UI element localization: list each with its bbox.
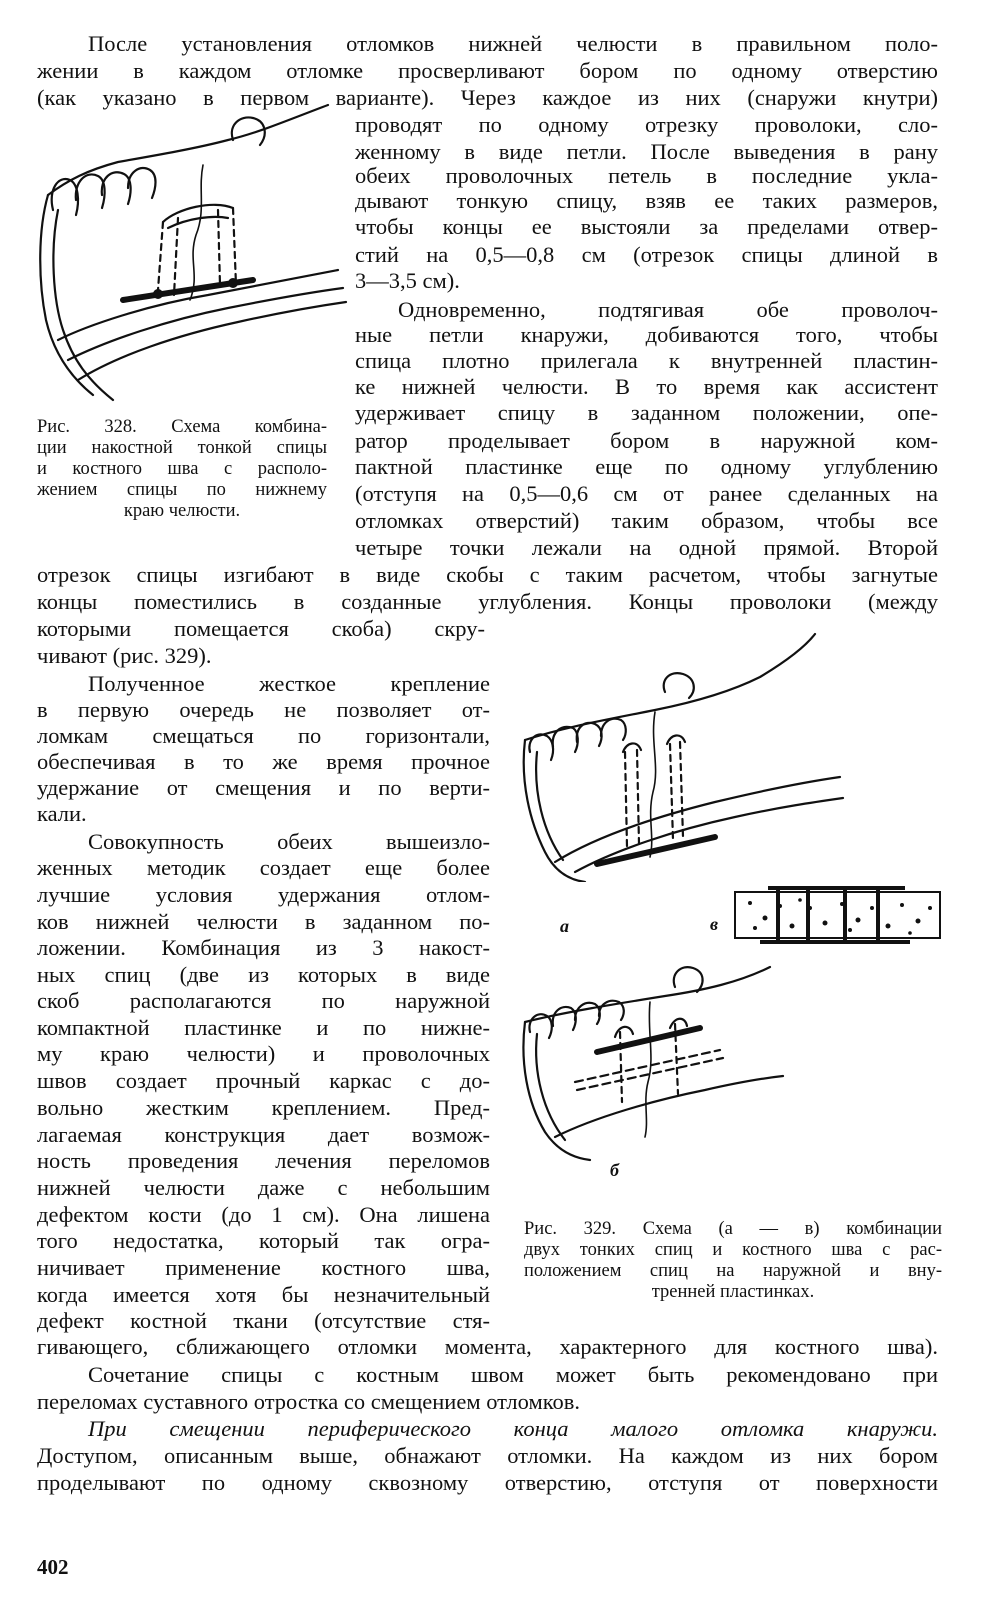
- text-line: скоб располагаются по наружной: [37, 988, 490, 1013]
- text-line: когда имеется хотя бы незначительный: [37, 1282, 490, 1307]
- figure-329-label-c: в: [710, 914, 719, 934]
- figure-329-label-a: а: [560, 916, 569, 936]
- text-line: пактной пластинке еще по одному углублению: [355, 454, 938, 479]
- text-line: дывают тонкую спицу, взяв ее таких размеров,: [355, 188, 938, 213]
- text-line: отрезок спицы изгибают в виде скобы с таким расчетом, чтобы загнутые: [37, 562, 938, 587]
- text-line: отломках отверстий) таким образом, чтобы все: [355, 508, 938, 533]
- text-line: нижней челюсти даже с небольшим: [37, 1175, 490, 1200]
- text-line: проводят по одному отрезку проволоки, сло-: [355, 112, 938, 137]
- text-line: Совокупность обеих вышеизло-: [88, 829, 490, 854]
- text-line-italic: При смещении периферического конца малого отломка кнаружи.: [88, 1416, 938, 1441]
- text-line: кали.: [37, 801, 87, 826]
- text-line: дефектом кости (до 1 см). Она лишена: [37, 1202, 490, 1227]
- text-line: дефект костной ткани (отсутствие стя-: [37, 1308, 490, 1333]
- text-line: (как указано в первом варианте). Через каждое из них (снаружи кнутри): [37, 85, 938, 110]
- text-line: удержание от смещения и по верти-: [37, 775, 490, 800]
- text-line: жении в каждом отломке просверливают бором по одному отверстию: [37, 58, 938, 83]
- text-line: ломкам смещаться по горизонтали,: [37, 723, 490, 748]
- page-number: 402: [37, 1555, 69, 1579]
- text-line: компактной пластинке и по нижне-: [37, 1015, 490, 1040]
- text-line: концы поместились в созданные углубления. Концы проволоки (между: [37, 589, 938, 614]
- text-line: Одновременно, подтягивая обе проволоч-: [398, 297, 938, 322]
- text-line: 3—3,5 см).: [355, 268, 460, 293]
- text-line: чивают (рис. 329).: [37, 643, 212, 668]
- text-line: Полученное жесткое крепление: [88, 671, 490, 696]
- text-line: спица плотно прилегала к внутренней пластин-: [355, 348, 938, 373]
- text-line: переломах суставного отростка со смещением отломков.: [37, 1389, 580, 1414]
- figure-328-caption-line: жением спицы по нижнему: [37, 480, 327, 500]
- figure-329a-illustration: [515, 632, 845, 882]
- text-line: гивающего, сближающего отломки момента, характерного для костного шва).: [37, 1334, 938, 1359]
- text-line: четыре точки лежали на одной прямой. Второй: [355, 535, 938, 560]
- text-line: стий на 0,5—0,8 см (отрезок спицы длиной в: [355, 242, 938, 267]
- figure-328-caption-line: краю челюсти.: [123, 501, 241, 521]
- text-line: обеих проволочных петель в последние укла-: [355, 163, 938, 188]
- text-line: удерживает спицу в заданном положении, опе-: [355, 400, 938, 425]
- text-line: проделывают по одному сквозному отверстию, отступя от поверхности: [37, 1470, 938, 1495]
- figure-329-caption-line: двух тонких спиц и костного шва с рас-: [524, 1240, 942, 1260]
- text-line: (отступя на 0,5—0,6 см от ранее сделанных на: [355, 481, 938, 506]
- figure-329-caption-line: тренней пластинках.: [651, 1282, 815, 1302]
- figure-329-caption-line: Рис. 329. Схема (а — в) комбинации: [524, 1219, 942, 1239]
- figure-329-caption-line: положением спиц на наружной и вну-: [524, 1261, 942, 1281]
- text-line: ложении. Комбинация из 3 накост-: [37, 935, 490, 960]
- figure-329c-illustration: [730, 878, 945, 950]
- text-line: лучшие условия удержания отлом-: [37, 882, 490, 907]
- text-line: ке нижней челюсти. В то время как ассистент: [355, 374, 938, 399]
- text-line: вольно жестким креплением. Пред-: [37, 1095, 490, 1120]
- text-line: лагаемая конструкция дает возмож-: [37, 1122, 490, 1147]
- text-line: ничивает применение костного шва,: [37, 1255, 490, 1280]
- text-line: Сочетание спицы с костным швом может быть рекомендовано при: [88, 1362, 938, 1387]
- text-line: женному в виде петли. После выведения в рану: [355, 139, 938, 164]
- text-line: ных спиц (две из которых в виде: [37, 962, 490, 987]
- text-line: того недостатка, который так огра-: [37, 1228, 490, 1253]
- text-line: ратор проделывает бором в наружной ком-: [355, 428, 938, 453]
- text-line: в первую очередь не позволяет от-: [37, 697, 490, 722]
- text-line: ные петли кнаружи, добиваются того, чтобы: [355, 322, 938, 347]
- text-line: которыми помещается скоба) скру-: [37, 616, 485, 641]
- text-line: швов создает прочный каркас с до-: [37, 1068, 490, 1093]
- figure-328-illustration: [28, 100, 348, 412]
- text-line: Доступом, описанным выше, обнажают отломки. На каждом из них бором: [37, 1443, 938, 1468]
- text-line: ность проведения лечения переломов: [37, 1148, 490, 1173]
- figure-328-caption-line: ции накостной тонкой спицы: [37, 438, 327, 458]
- text-line: После установления отломков нижней челюсти в правильном поло-: [88, 31, 938, 56]
- text-line: женных методик создает еще более: [37, 855, 490, 880]
- text-line: чтобы концы ее выстояли за пределами отвер-: [355, 214, 938, 239]
- figure-328-caption-line: Рис. 328. Схема комбина-: [37, 417, 327, 437]
- figure-329-label-b: б: [610, 1160, 619, 1180]
- figure-328-caption-line: и костного шва с располо-: [37, 459, 327, 479]
- text-line: ков нижней челюсти в заданном по-: [37, 909, 490, 934]
- text-line: му краю челюсти) и проволочных: [37, 1041, 490, 1066]
- text-line: обеспечивая в то же время прочное: [37, 749, 490, 774]
- figure-329b-illustration: [515, 962, 785, 1162]
